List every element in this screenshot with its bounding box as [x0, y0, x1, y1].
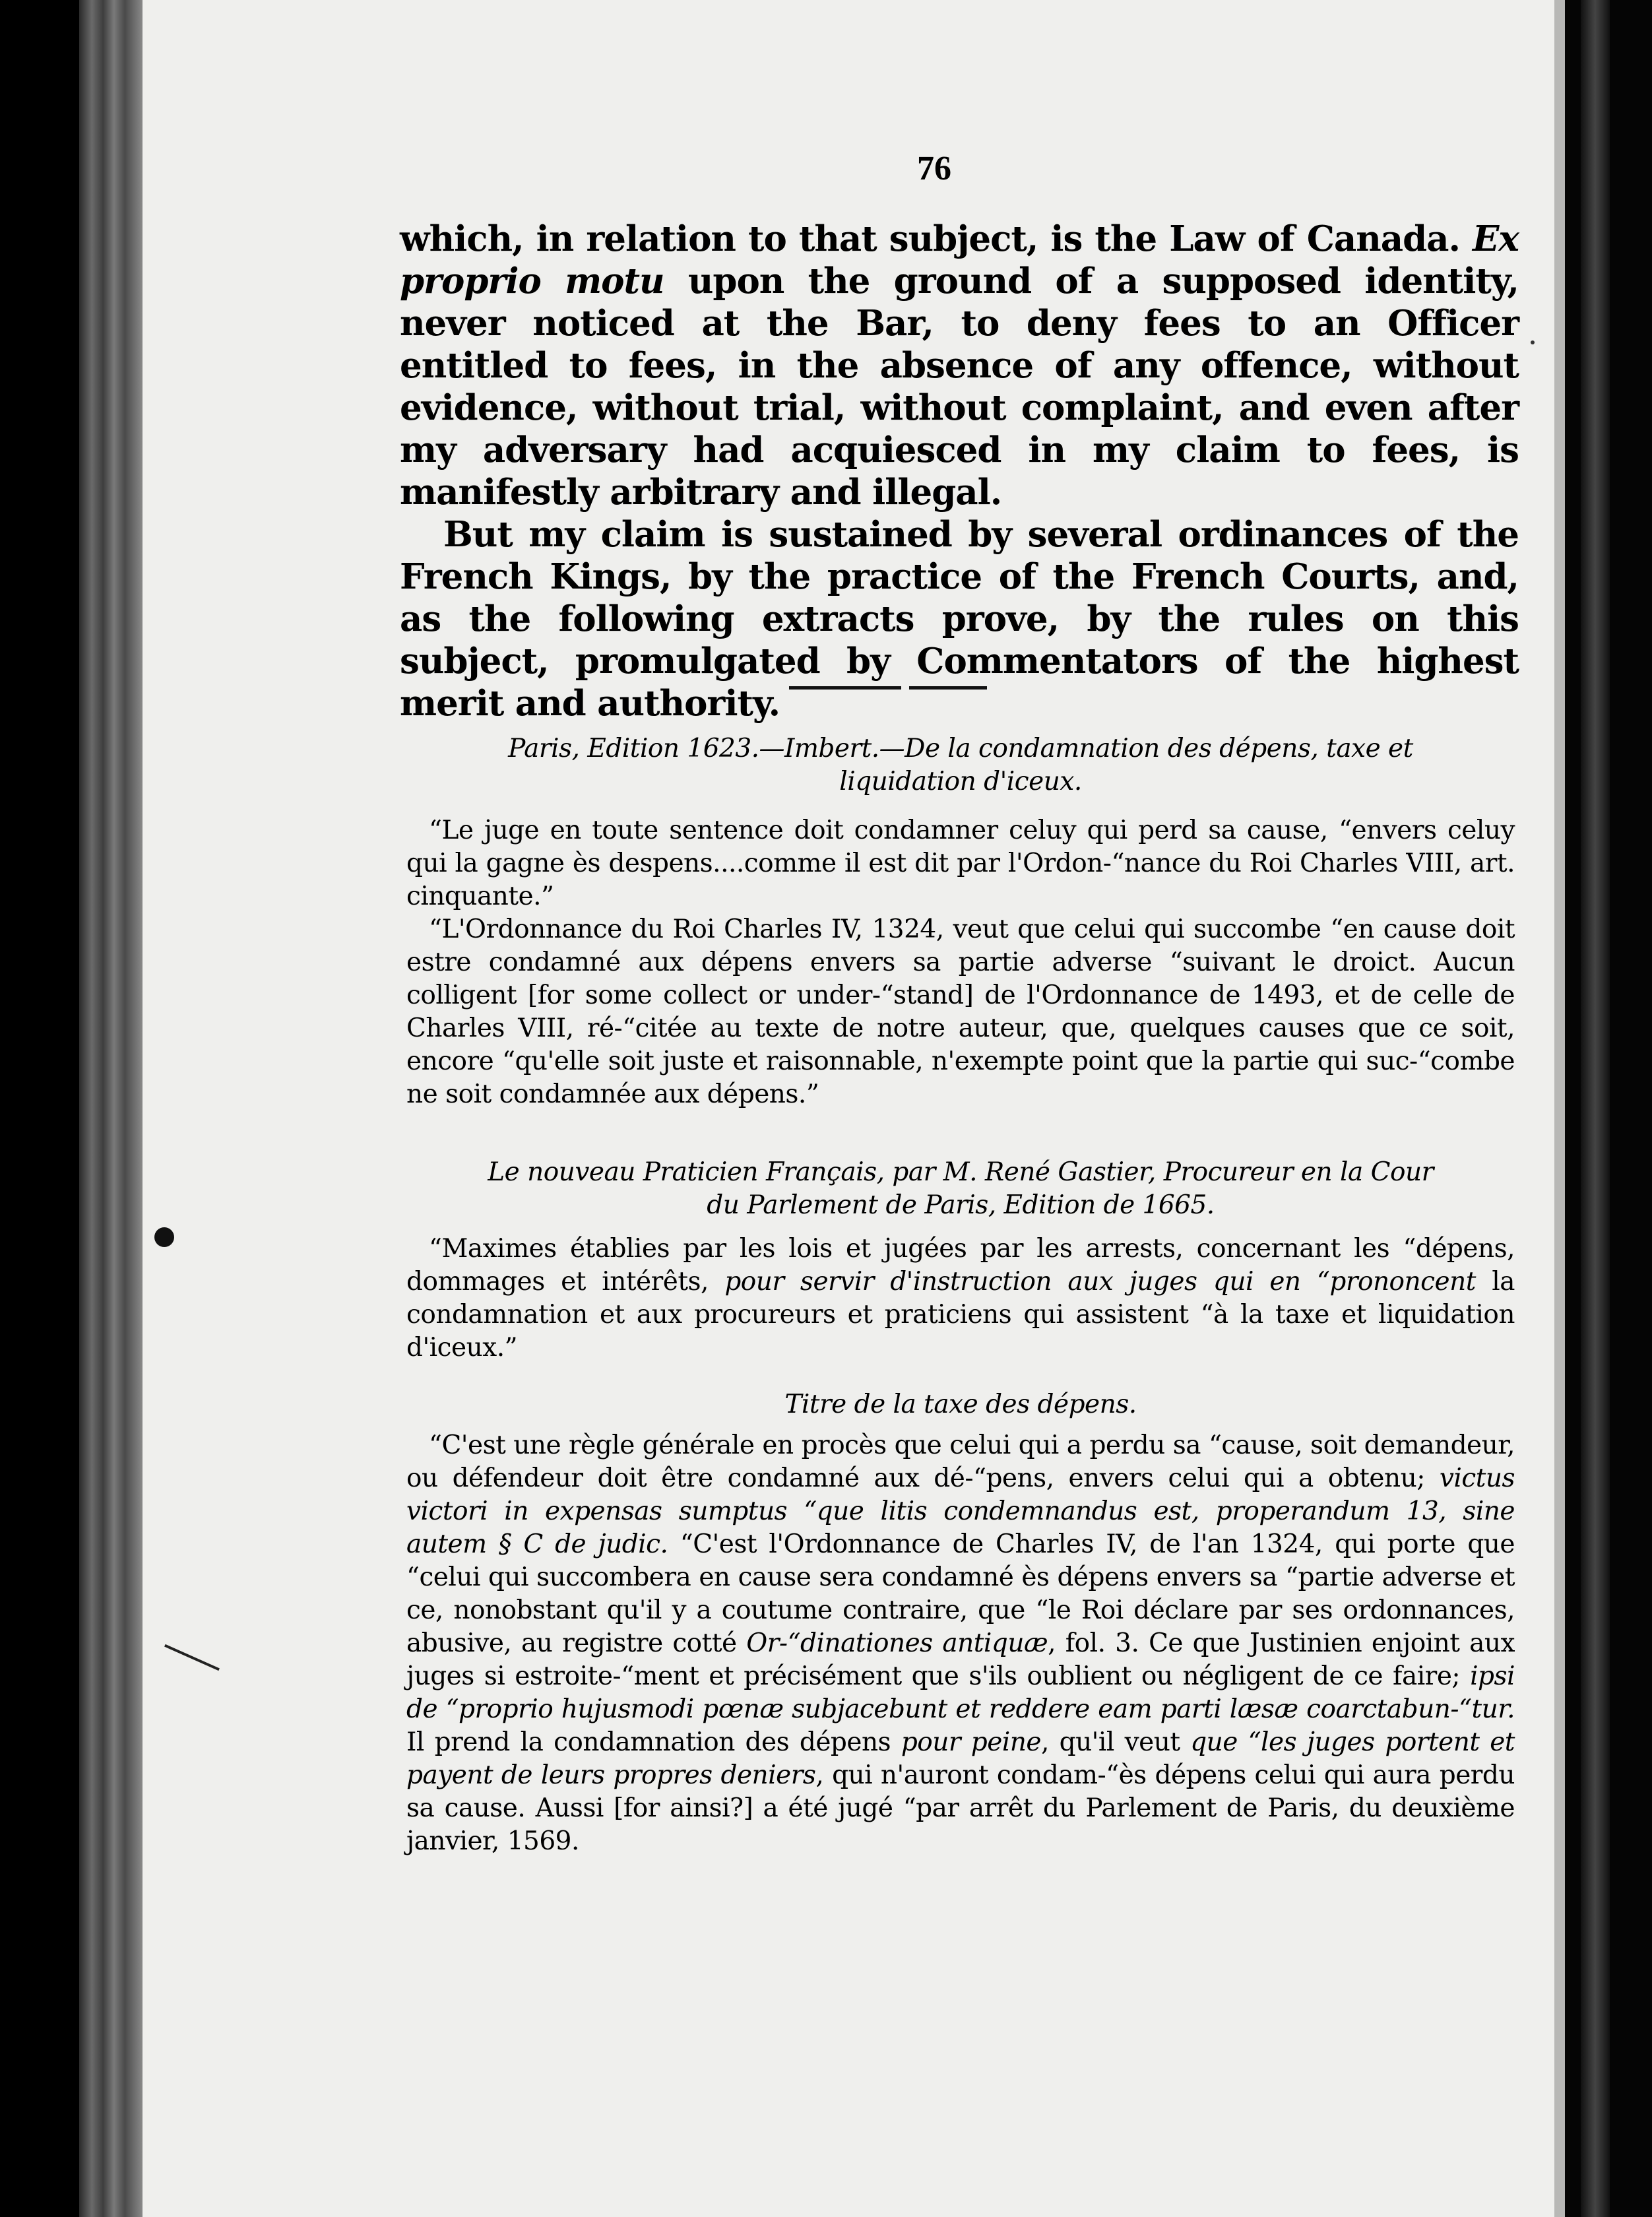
section2-quote [406, 1233, 1515, 1365]
section3-part-f: , qui n'auront condam-“ès dépens celui qui aura perdu sa cause. Aussi [for ainsi?] a été jugé “par arrêt du Parlement de Paris, du deuxième janvier, 1569. [406, 1760, 1515, 1856]
section3-heading [406, 1388, 1515, 1421]
scan-scratch [164, 1644, 220, 1671]
section1-heading-line2: liquidation d'iceux. [839, 767, 1082, 796]
para1-text: which, in relation to that subject, is the Law of Canada. [400, 218, 1473, 259]
scan-border-left [0, 0, 79, 2217]
book-page [143, 0, 1554, 2217]
section-divider-gap [901, 685, 909, 691]
main-paragraph-2: But my claim is sustained by several ordinances of the French Kings, by the practice of the French Courts, and, as the following extracts prove, by the rules on this subject, promulgated by Commentators of the highest merit and authority. [400, 514, 1519, 724]
main-text [400, 218, 1519, 724]
section2-quote-text [406, 1233, 1515, 1365]
section3-quote-text [406, 1429, 1515, 1858]
para1-text-rest: upon the ground of a supposed identity, never noticed at the Bar, to deny fees to an Officer entitled to fees, in the absence of any offence, without evidence, without trial, without complaint, and even after my adversary had acquiesced in my claim to fees, is manifestly arbitrary and illegal. [400, 261, 1519, 513]
section3-part-b: “C'est l'Ordonnance de Charles IV, de l'an 1324, qui porte que “celui qui succombera en cause sera condamné ès dépens envers sa “partie adverse et ce, nonobstant qu'il y a coutume contraire, que “le Roi déclare par ses ordonnances, abusive, au registre cotté [406, 1529, 1515, 1658]
page-stack-edge [79, 0, 143, 2217]
para1-latin-phrase: Ex proprio motu [400, 218, 1519, 302]
section3-latin-c: ipsi de “proprio hujusmodi pœnæ subjacebunt et reddere eam parti læsæ coarctabun-“tur. [406, 1661, 1515, 1724]
section2-heading [406, 1156, 1515, 1222]
main-paragraph-1 [400, 218, 1519, 513]
section1-quote-2: “L'Ordonnance du Roi Charles IV, 1324, veut que celui qui succombe “en cause doit estre condamné aux dépens envers sa partie adverse “suivant le droict. Aucun colligent [for some collect or under-“stand] de l'Ordonnance de 1493, et de celle de Charles VIII, ré-“citée au texte de notre auteur, que, quelques causes que ce soit, encore “qu'elle soit juste et raisonnable, n'exempte point que la partie qui suc-“combe ne soit condamnée aux dépens.” [406, 915, 1515, 1109]
section3-latin-a: victus victori in expensas sumptus “que litis condemnandus est, properandum 13, sine autem § C de judic. [406, 1463, 1515, 1559]
next-page-edge [1581, 0, 1610, 2217]
section3-quote [406, 1429, 1515, 1858]
section3-part-d: Il prend la condamnation des dépens [406, 1727, 901, 1757]
section1-heading-line1: Paris, Edition 1623.—Imbert.—De la condamnation des dépens, taxe et [508, 734, 1413, 763]
section3-part-c: , fol. 3. Ce que Justinien enjoint aux juges si estroite-“ment et précisément que s'ils oublient ou négligent de ce faire; [406, 1628, 1515, 1691]
scan-speck [154, 1227, 174, 1247]
section1-heading [406, 732, 1515, 798]
book-spine [1554, 0, 1565, 2217]
section3-latin-b: Or-“dinationes antiquæ [746, 1628, 1048, 1658]
section3-italic-e: que “les juges portent et payent de leurs propres deniers [406, 1727, 1515, 1790]
section-divider [789, 686, 987, 690]
section3-part-a: “C'est une règle générale en procès que celui qui a perdu sa “cause, soit demandeur, ou défendeur doit être condamné aux dé-“pens, envers celui qui a obtenu; [406, 1430, 1515, 1493]
section2-quote-rest: la condamnation et aux procureurs et praticiens qui assistent “à la taxe et liquidation d'iceux.” [406, 1267, 1515, 1363]
section2-quote-italic: pour servir d'instruction aux juges qui en “prononcent [724, 1267, 1476, 1297]
section1-quotes [406, 814, 1515, 1111]
page-number: 76 [917, 150, 951, 187]
section3-part-e: , qu'il veut [1040, 1727, 1191, 1757]
scan-dot [1531, 340, 1535, 344]
section2-quote-prefix: “Maximes établies par les lois et jugées par les arrests, concernant les “dépens, dommages et intérêts, [406, 1234, 1515, 1297]
section3-italic-d: pour peine [901, 1727, 1041, 1757]
section3-heading-text: Titre de la taxe des dépens. [784, 1390, 1137, 1419]
section2-heading-line2: du Parlement de Paris, Edition de 1665. [707, 1190, 1215, 1220]
section2-heading-line1: Le nouveau Praticien Français, par M. René Gastier, Procureur en la Cour [488, 1157, 1434, 1187]
section1-quote-1: “Le juge en toute sentence doit condamner celuy qui perd sa cause, “envers celuy qui la gagne ès despens....comme il est dit par l'Ordon-“nance du Roi Charles VIII, art. cinquante.” [406, 816, 1515, 911]
